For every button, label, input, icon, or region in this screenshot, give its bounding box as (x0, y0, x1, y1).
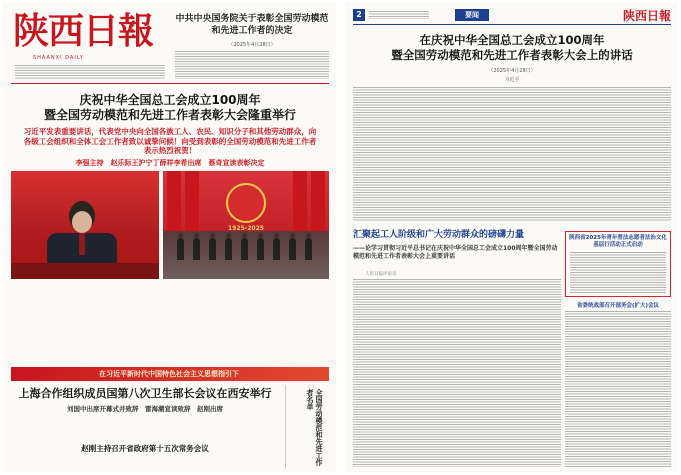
lead-byline: 李强主持 赵乐际王沪宁丁薛祥李希出席 蔡奇宣读表彰决定 (75, 159, 265, 167)
page-header-meta (369, 11, 429, 19)
news-page-2 (345, 3, 678, 472)
speech-date: （2025年4月28日） (488, 68, 536, 74)
sco-subheadline: 刘国中出席开幕式并致辞 雷海潮宣读致辞 赵刚出席 (67, 405, 223, 413)
lead-deck: 习近平发表重要讲话，代表党中央向全国各族工人、农民、知识分子和其他劳动群众，向各级工会组织和全体工会工作者致以诚挚问候！向受到表彰的全国劳动模范和先进工作者表示热烈祝贺！ (23, 127, 317, 155)
right-column-body (565, 311, 671, 467)
side-column-headline: 全国劳动模范和先进工作者名单 (306, 389, 323, 466)
front-page (3, 3, 336, 472)
speech-body (353, 87, 671, 221)
meeting-headline: 赵刚主持召开省政府第十五次常务会议 (81, 444, 209, 453)
boxed-story-body (570, 252, 666, 294)
masthead-logo: 陕西日報 (13, 10, 154, 52)
commentary-subheadline: ——论学习贯彻习近平总书记在庆祝中华全国总工会成立100周年暨全国劳动模范和先进工作者表彰大会上重要讲话 (353, 245, 558, 260)
page-header-rule (353, 24, 671, 25)
emblem-years: 1925-2025 (228, 225, 264, 232)
masthead-subtitle: SHAANXI DAILY (33, 55, 84, 61)
speech-headline (353, 33, 671, 63)
commentary-headline: 汇聚起工人阶级和广大劳动群众的磅礴力量 (353, 230, 525, 240)
speaker-tie (79, 233, 85, 255)
stage-person (209, 238, 216, 260)
lead-headline-line-1: 庆祝中华全国总工会成立100周年 (79, 93, 261, 107)
top-news-headline: 中共中央国务院关于表彰全国劳动模范和先进工作者的决定 (175, 14, 329, 36)
top-news-body (175, 51, 329, 79)
masthead-meta-lines (15, 65, 165, 79)
boxed-story-headline: 陕西省2025年青年普法志愿者法治文化基层行活动正式启动 (569, 235, 667, 248)
speech-headline-line-1: 在庆祝中华全国总工会成立100周年 (419, 33, 605, 47)
union-emblem (226, 183, 266, 223)
top-news-date: （2025年4月28日） (228, 42, 276, 48)
commentary-body (353, 279, 561, 467)
flag-right-2 (311, 171, 325, 231)
stage-person (273, 238, 280, 260)
speaker-photo (11, 171, 159, 279)
page-logo: 陕西日報 (623, 9, 672, 23)
flag-left-1 (167, 171, 181, 231)
flag-right-1 (293, 171, 307, 231)
stage-person (177, 238, 184, 260)
page-number: 2 (353, 9, 365, 21)
flag-left-2 (185, 171, 199, 231)
stage-person (289, 238, 296, 260)
stage-person (257, 238, 264, 260)
lead-headline-line-2: 暨全国劳动模范和先进工作者表彰大会隆重举行 (43, 108, 296, 122)
sco-headline: 上海合作组织成员国第八次卫生部长会议在西安举行 (18, 387, 272, 400)
stage-person (225, 238, 232, 260)
masthead-rule (11, 83, 329, 84)
stage-person (193, 238, 200, 260)
lead-story-body (11, 283, 329, 363)
speaker-face (72, 211, 92, 233)
speech-headline-line-2: 暨全国劳动模范和先进工作者表彰大会上的讲话 (391, 48, 633, 62)
section-label: 要闻 (455, 9, 489, 21)
thought-banner-text: 在习近平新时代中国特色社会主义思想指引下 (99, 370, 239, 378)
commentary-author: 人民日报评论员 (365, 272, 397, 277)
stage-person (305, 238, 312, 260)
sco-body (11, 415, 279, 437)
speech-author: 习近平 (504, 77, 520, 83)
stage-photo (163, 171, 329, 279)
podium (11, 263, 159, 279)
right-column-headline: 省委统战部召开部务会(扩大)会议 (576, 303, 660, 309)
stage-person (241, 238, 248, 260)
lead-headline (11, 93, 329, 123)
meeting-body (11, 455, 279, 469)
